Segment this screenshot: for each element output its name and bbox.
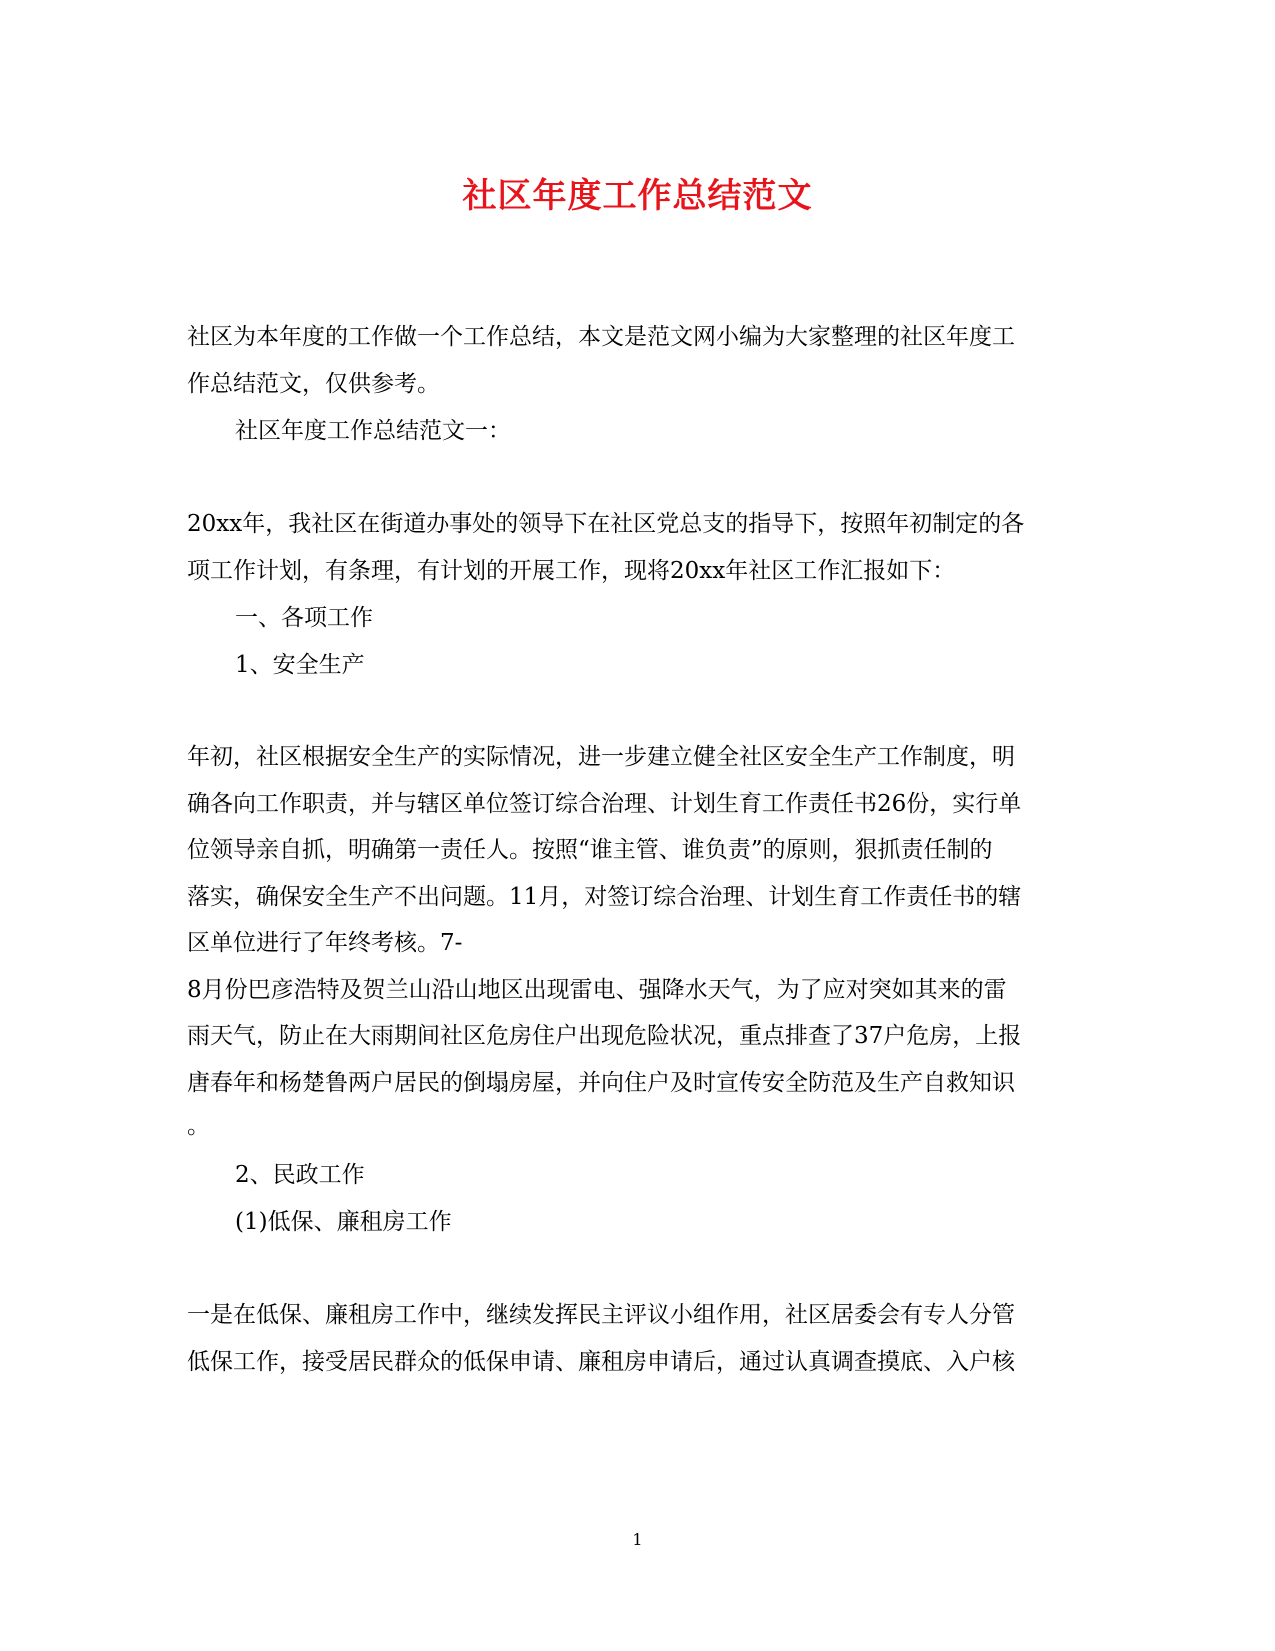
paragraph-line: 一是在低保、廉租房工作中，继续发挥民主评议小组作用，社区居委会有专人分管 — [187, 1302, 1015, 1328]
paragraph-line: 落实，确保安全生产不出问题。11月，对签订综合治理、计划生育工作责任书的辖 — [187, 884, 1022, 910]
paragraph-line: 年初，社区根据安全生产的实际情况，进一步建立健全社区安全生产工作制度，明 — [187, 744, 1015, 770]
section-heading: (1)低保、廉租房工作 — [235, 1209, 452, 1235]
paragraph-line: 确各向工作职责，并与辖区单位签订综合治理、计划生育工作责任书26份，实行单 — [187, 791, 1022, 817]
page-number: 1 — [632, 1530, 643, 1549]
section-heading: 1、安全生产 — [235, 652, 365, 678]
paragraph-line: 低保工作，接受居民群众的低保申请、廉租房申请后，通过认真调查摸底、入户核 — [187, 1349, 1015, 1375]
paragraph-line: 20xx年，我社区在街道办事处的领导下在社区党总支的指导下，按照年初制定的各 — [187, 511, 1025, 537]
paragraph-line: 区单位进行了年终考核。7- — [187, 930, 463, 956]
paragraph-line: 社区为本年度的工作做一个工作总结，本文是范文网小编为大家整理的社区年度工 — [187, 324, 1015, 350]
paragraph-line: 唐春年和杨楚鲁两户居民的倒塌房屋，并向住户及时宣传安全防范及生产自救知识 — [187, 1070, 1015, 1096]
document-title: 社区年度工作总结范文 — [462, 176, 813, 216]
section-heading: 一、各项工作 — [235, 605, 373, 631]
paragraph-line: 雨天气，防止在大雨期间社区危房住户出现危险状况，重点排查了37户危房，上报 — [187, 1023, 1022, 1049]
paragraph-line: 作总结范文，仅供参考。 — [187, 371, 440, 397]
paragraph-line: 项工作计划，有条理，有计划的开展工作，现将20xx年社区工作汇报如下： — [187, 558, 956, 584]
paragraph-line: 。 — [187, 1113, 210, 1139]
paragraph-line: 位领导亲自抓，明确第一责任人。按照“谁主管、谁负责”的原则，狠抓责任制的 — [187, 837, 993, 863]
section-heading: 2、民政工作 — [235, 1162, 365, 1188]
section-heading: 社区年度工作总结范文一： — [235, 418, 511, 444]
paragraph-line: 8月份巴彦浩特及贺兰山沿山地区出现雷电、强降水天气，为了应对突如其来的雷 — [187, 977, 1007, 1003]
